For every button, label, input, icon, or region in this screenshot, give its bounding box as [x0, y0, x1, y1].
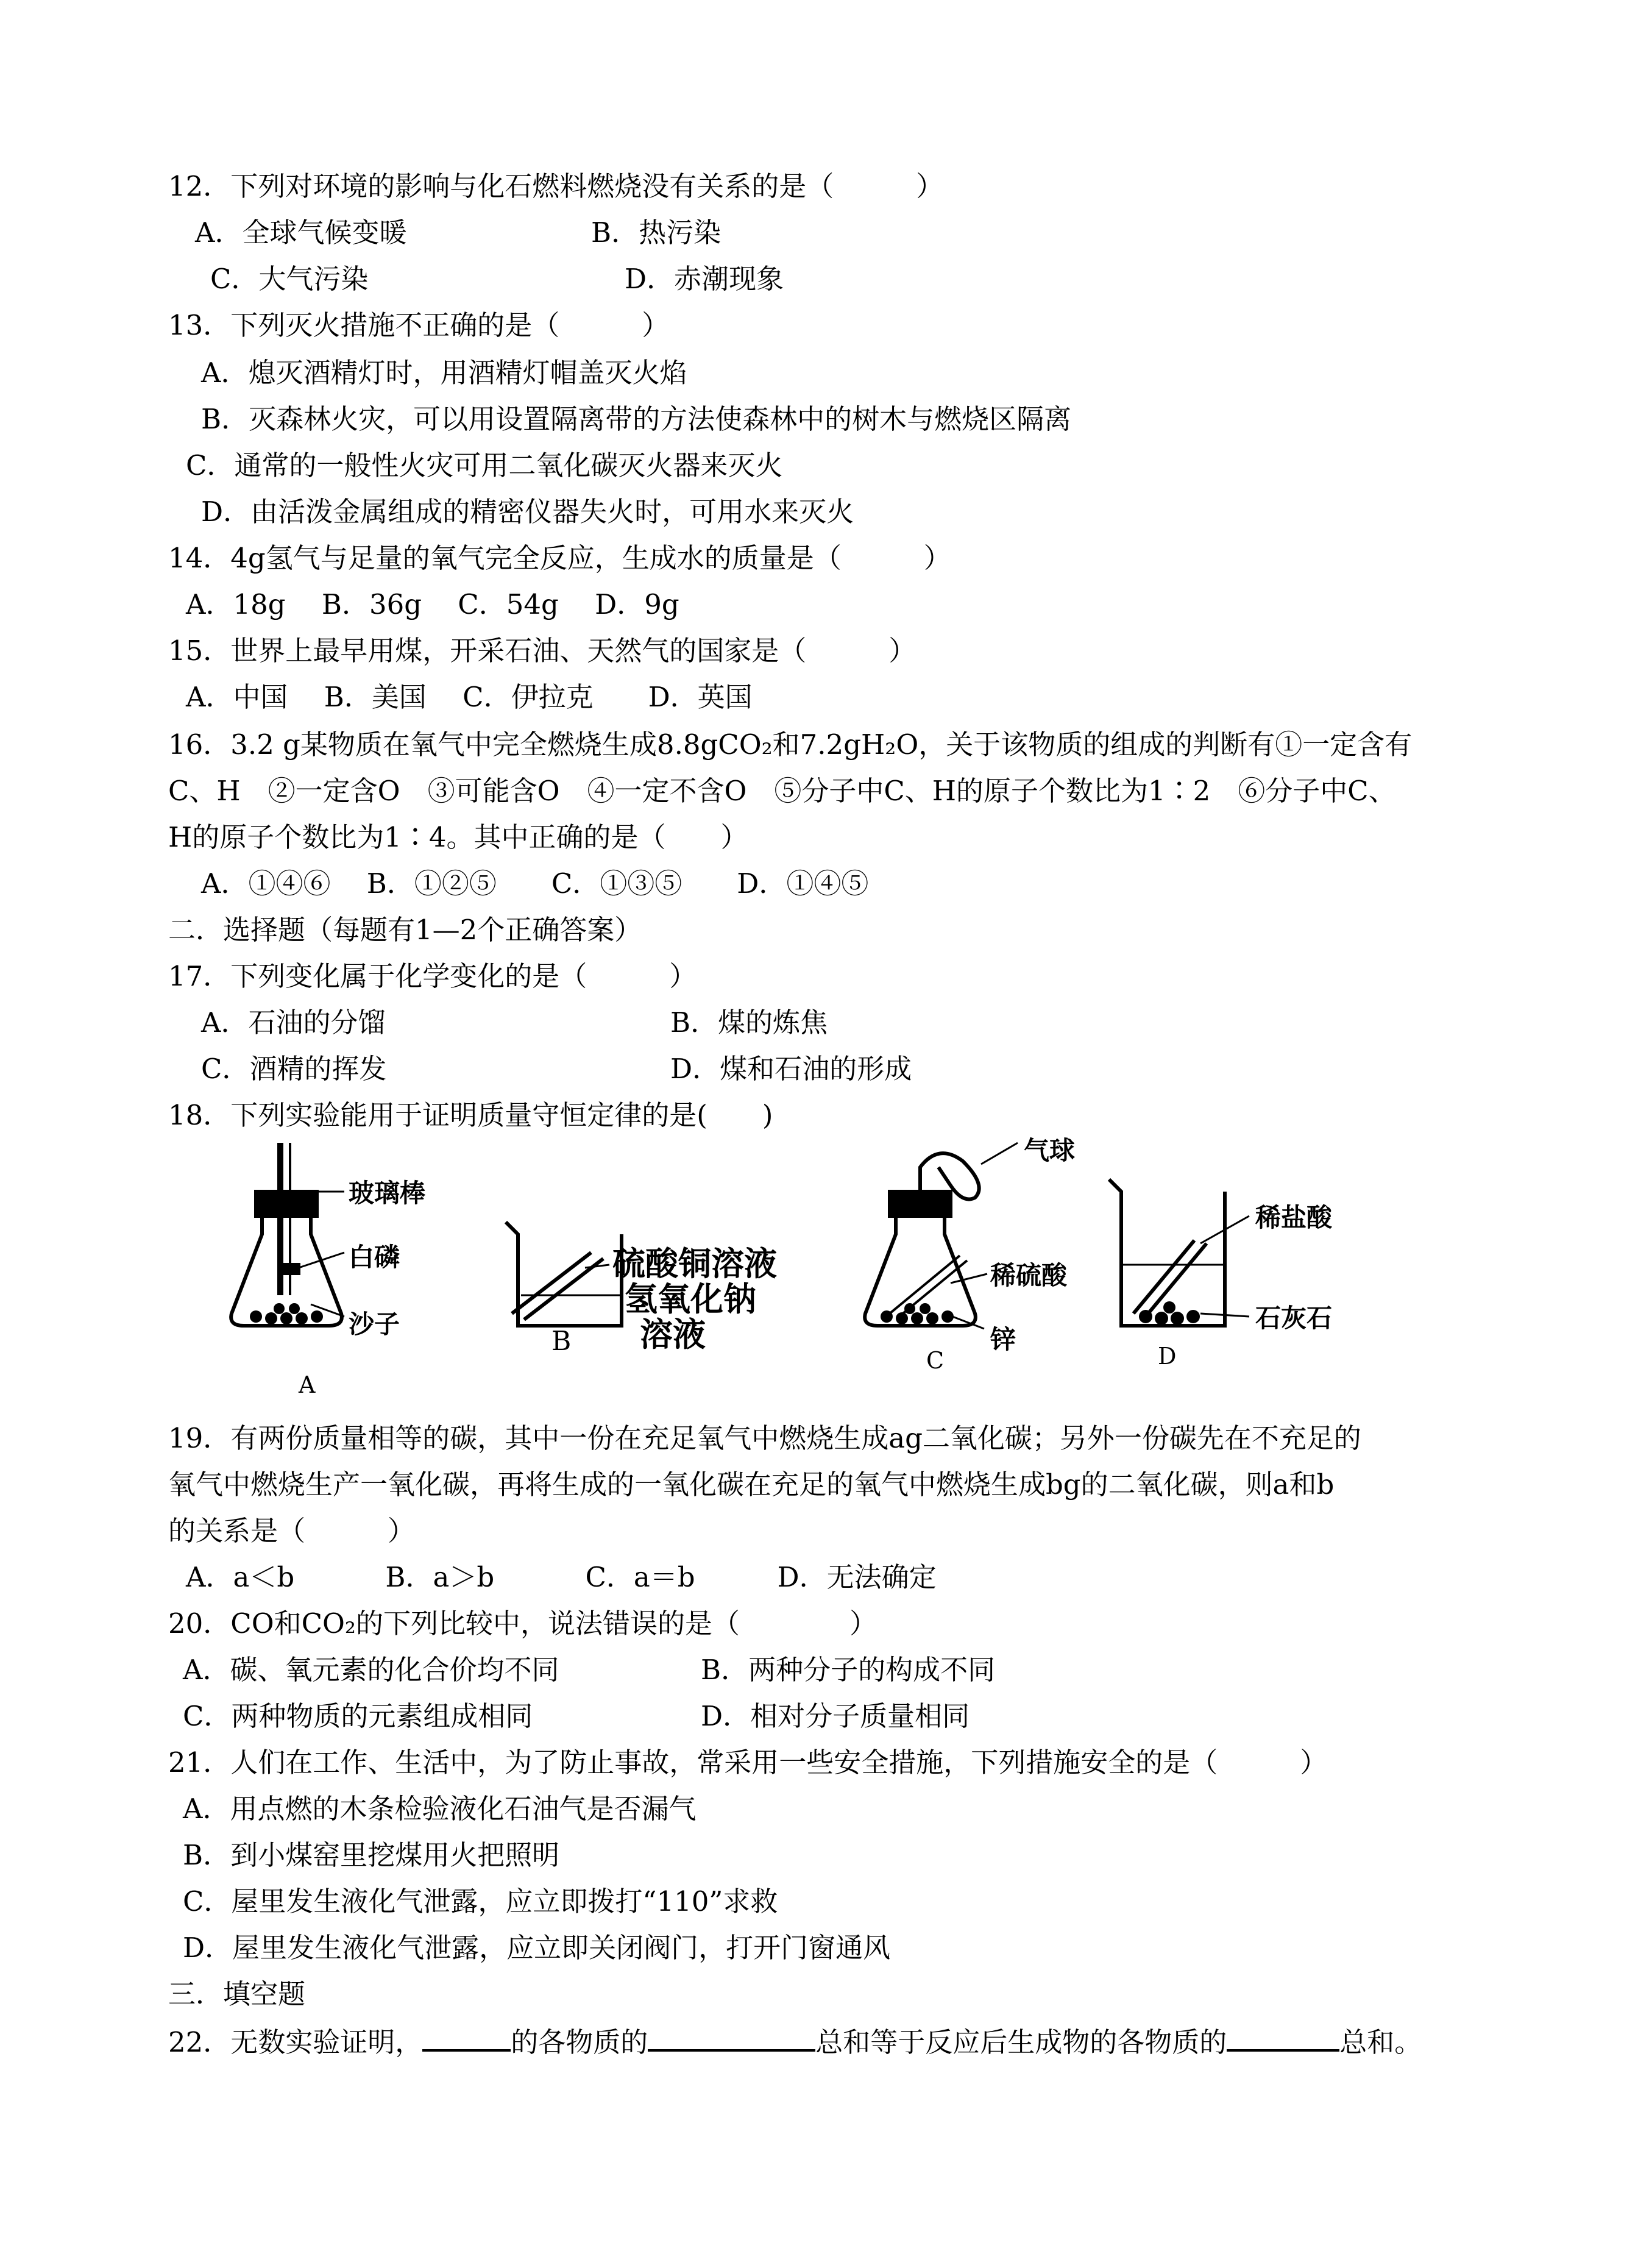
q20-option-d[interactable]: D．相对分子质量相同 — [701, 1700, 970, 1732]
section-3-heading: 三．填空题 — [168, 1978, 306, 2010]
q12-option-a[interactable]: A．全球气候变暖 — [195, 216, 407, 249]
q12-option-b[interactable]: B．热污染 — [591, 216, 722, 249]
q21-option-a[interactable]: A．用点燃的木条检验液化石油气是否漏气 — [183, 1793, 697, 1825]
q17-option-b[interactable]: B．煤的炼焦 — [670, 1006, 828, 1039]
q17-stem: 17．下列变化属于化学变化的是（ ） — [168, 960, 697, 992]
fig-a-label-white-phosphorus: 白磷 — [349, 1242, 400, 1272]
q22-line — [168, 2022, 1422, 2061]
q17-option-a[interactable]: A．石油的分馏 — [201, 1006, 386, 1039]
q22-text-3: 总和等于反应后生成物的各物质的 — [815, 2026, 1227, 2058]
q19-line-2: 氧气中燃烧生产一氧化碳，再将生成的一氧化碳在充足的氧气中燃烧生成bg的二氧化碳，则a和b — [168, 1468, 1335, 1501]
q22-text-1: 22．无数实验证明， — [168, 2026, 423, 2058]
q18-stem: 18．下列实验能用于证明质量守恒定律的是( ) — [168, 1099, 773, 1131]
fig-b-label-solution: 溶液 — [640, 1315, 706, 1354]
fig-b-label-copper-sulfate: 硫酸铜溶液 — [612, 1245, 777, 1283]
q13-stem: 13．下列灭火措施不正确的是（ ） — [168, 309, 670, 341]
q14-stem: 14．4g氢气与足量的氧气完全反应，生成水的质量是（ ） — [168, 542, 951, 574]
q15-options[interactable]: A．中国 B．美国 C．伊拉克 D．英国 — [186, 681, 753, 713]
q12-stem: 12．下列对环境的影响与化石燃料燃烧没有关系的是（ ） — [168, 170, 944, 202]
q22-text-2: 的各物质的 — [511, 2026, 648, 2058]
q20-option-c[interactable]: C．两种物质的元素组成相同 — [183, 1700, 533, 1732]
fig-c-letter: C — [926, 1347, 945, 1374]
q19-options[interactable]: A．a＜b B．a＞b C．a＝b D．无法确定 — [186, 1561, 937, 1593]
fig-d-letter: D — [1158, 1343, 1177, 1370]
q21-stem: 21．人们在工作、生活中，为了防止事故，常采用一些安全措施，下列措施安全的是（ ） — [168, 1746, 1328, 1779]
section-2-heading: 二．选择题（每题有1—2个正确答案） — [168, 914, 642, 946]
q21-option-d[interactable]: D．屋里发生液化气泄露，应立即关闭阀门，打开门窗通风 — [183, 1932, 891, 1964]
fig-a-label-glass-rod: 玻璃棒 — [349, 1178, 426, 1208]
q18-apparatus-drawings — [219, 1131, 1560, 1411]
q12-option-c[interactable]: C．大气污染 — [210, 263, 369, 295]
q15-stem: 15．世界上最早用煤，开采石油、天然气的国家是（ ） — [168, 635, 916, 667]
q22-blank-1[interactable] — [422, 2022, 511, 2052]
fig-d-label-dilute-hydrochloric-acid: 稀盐酸 — [1255, 1203, 1333, 1232]
q16-line-2: C、H ②一定含O ③可能含O ④一定不含O ⑤分子中C、H的原子个数比为1∶2 ⑥分子中C、 — [168, 775, 1396, 807]
q13-option-c[interactable]: C．通常的一般性火灾可用二氧化碳灭火器来灭火 — [186, 449, 783, 482]
fig-c-label-dilute-sulfuric-acid: 稀硫酸 — [990, 1260, 1068, 1290]
q21-option-b[interactable]: B．到小煤窑里挖煤用火把照明 — [183, 1839, 560, 1871]
q20-option-b[interactable]: B．两种分子的构成不同 — [701, 1654, 996, 1686]
q18-figures — [219, 1131, 1560, 1411]
fig-b-label-sodium-hydroxide: 氢氧化钠 — [625, 1280, 756, 1318]
q16-line-1: 16．3.2 g某物质在氧气中完全燃烧生成8.8gCO₂和7.2gH₂O，关于该物质的组成的判断有①一定含有 — [168, 728, 1413, 761]
q17-option-c[interactable]: C．酒精的挥发 — [201, 1053, 387, 1085]
q22-text-4: 总和。 — [1339, 2026, 1422, 2058]
fig-c-label-balloon: 气球 — [1024, 1136, 1076, 1165]
q17-option-d[interactable]: D．煤和石油的形成 — [670, 1053, 912, 1085]
q19-line-3: 的关系是（ ） — [168, 1515, 416, 1547]
fig-b-letter: B — [551, 1326, 572, 1357]
fig-d-label-limestone: 石灰石 — [1255, 1303, 1333, 1333]
q16-options[interactable]: A．①④⑥ B．①②⑤ C．①③⑤ D．①④⑤ — [201, 867, 869, 900]
q22-blank-2[interactable] — [648, 2022, 815, 2052]
q12-option-d[interactable]: D．赤潮现象 — [625, 263, 784, 295]
q13-option-a[interactable]: A．熄灭酒精灯时，用酒精灯帽盖灭火焰 — [201, 357, 687, 389]
q20-stem: 20．CO和CO₂的下列比较中，说法错误的是（ ） — [168, 1607, 877, 1640]
q20-option-a[interactable]: A．碳、氧元素的化合价均不同 — [183, 1654, 559, 1686]
q14-options[interactable]: A．18g B．36g C．54g D．9g — [186, 588, 679, 620]
q13-option-d[interactable]: D．由活泼金属组成的精密仪器失火时，可用水来灭火 — [201, 496, 854, 528]
q21-option-c[interactable]: C．屋里发生液化气泄露，应立即拨打“110”求救 — [183, 1885, 778, 1918]
fig-a-label-sand: 沙子 — [349, 1309, 400, 1339]
q16-line-3: H的原子个数比为1∶4。其中正确的是（ ） — [168, 821, 748, 853]
fig-a-letter: A — [299, 1371, 316, 1398]
q13-option-b[interactable]: B．灭森林火灾，可以用设置隔离带的方法使森林中的树木与燃烧区隔离 — [201, 403, 1072, 435]
q22-blank-3[interactable] — [1227, 2022, 1339, 2052]
q19-line-1: 19．有两份质量相等的碳，其中一份在充足氧气中燃烧生成ag二氧化碳；另外一份碳先在不充足的 — [168, 1422, 1361, 1454]
fig-c-label-zinc: 锌 — [990, 1324, 1016, 1354]
